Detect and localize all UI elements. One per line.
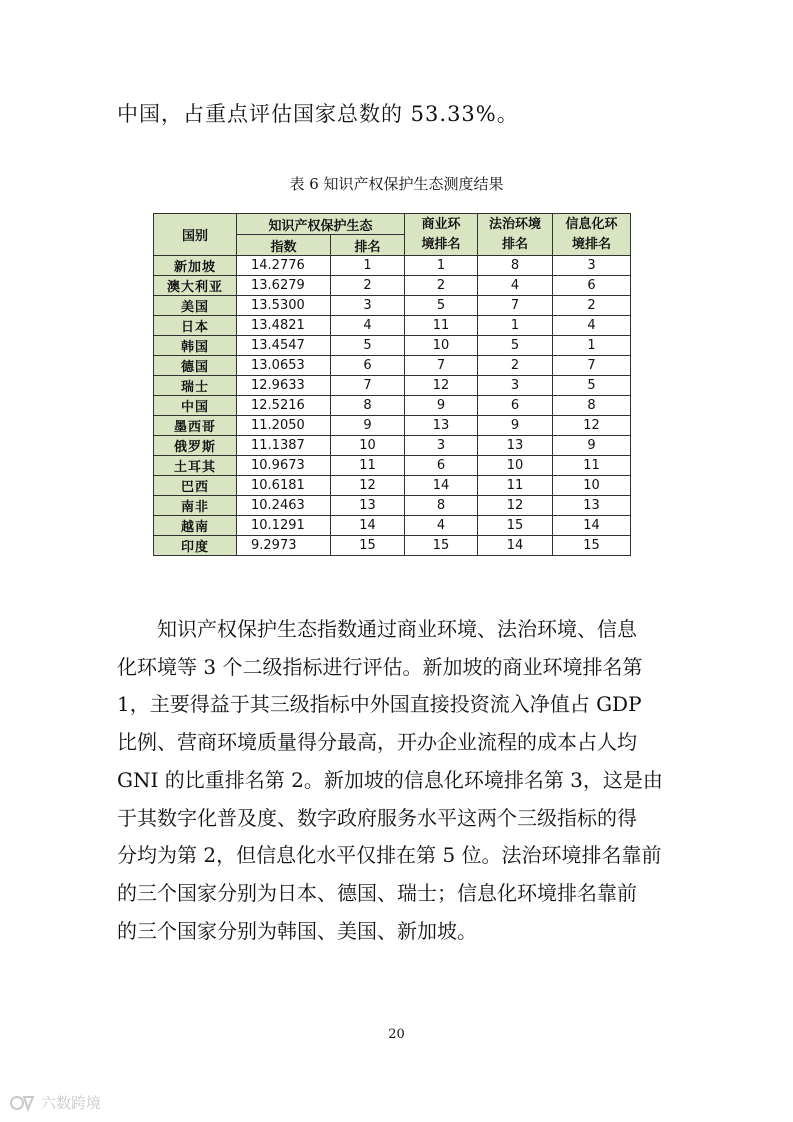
table-caption: 表 6 知识产权保护生态测度结果 <box>289 175 504 193</box>
cell-business-rank: 11 <box>405 316 478 336</box>
cell-info-rank: 8 <box>553 396 631 416</box>
cell-info-rank: 1 <box>553 336 631 356</box>
cell-business-rank: 14 <box>405 476 478 496</box>
cell-info-rank: 4 <box>553 316 631 336</box>
table-row <box>154 276 631 296</box>
cell-info-rank: 2 <box>553 296 631 316</box>
cell-rank: 7 <box>331 376 405 396</box>
cell-legal-rank: 12 <box>478 496 553 516</box>
cell-country: 墨西哥 <box>154 416 237 436</box>
table-row <box>154 436 631 456</box>
cell-info-rank: 13 <box>553 496 631 516</box>
cell-info-rank: 15 <box>553 536 631 556</box>
cell-business-rank: 3 <box>405 436 478 456</box>
cell-index: 12.5216 <box>237 396 331 416</box>
watermark-logo-icon <box>9 1093 37 1113</box>
cell-rank: 4 <box>331 316 405 336</box>
header-ecosystem: 知识产权保护生态 <box>237 214 405 235</box>
cell-business-rank: 15 <box>405 536 478 556</box>
cell-index: 13.4821 <box>237 316 331 336</box>
paragraph-line: 的三个国家分别为韩国、美国、新加坡。 <box>117 918 477 943</box>
cell-rank: 15 <box>331 536 405 556</box>
cell-legal-rank: 4 <box>478 276 553 296</box>
cell-info-rank: 14 <box>553 516 631 536</box>
cell-country: 巴西 <box>154 476 237 496</box>
cell-legal-rank: 9 <box>478 416 553 436</box>
header-index: 指数 <box>237 235 331 256</box>
header-country: 国别 <box>154 214 237 256</box>
cell-legal-rank: 6 <box>478 396 553 416</box>
body-paragraph <box>117 611 679 950</box>
cell-business-rank: 5 <box>405 296 478 316</box>
cell-info-rank: 6 <box>553 276 631 296</box>
cell-index: 9.2973 <box>237 536 331 556</box>
cell-info-rank: 5 <box>553 376 631 396</box>
table-row <box>154 536 631 556</box>
watermark <box>9 1092 101 1113</box>
cell-country: 澳大利亚 <box>154 276 237 296</box>
cell-info-rank: 11 <box>553 456 631 476</box>
cell-index: 13.5300 <box>237 296 331 316</box>
cell-business-rank: 6 <box>405 456 478 476</box>
table-row <box>154 516 631 536</box>
cell-index: 13.0653 <box>237 356 331 376</box>
cell-legal-rank: 7 <box>478 296 553 316</box>
paragraph-line: 知识产权保护生态指数通过商业环境、法治环境、信息 <box>157 617 637 641</box>
cell-country: 德国 <box>154 356 237 376</box>
table-row <box>154 256 631 276</box>
cell-index: 11.2050 <box>237 416 331 436</box>
cell-legal-rank: 11 <box>478 476 553 496</box>
table-row <box>154 356 631 376</box>
cell-info-rank: 9 <box>553 436 631 456</box>
cell-legal-rank: 10 <box>478 456 553 476</box>
cell-legal-rank: 8 <box>478 256 553 276</box>
cell-business-rank: 10 <box>405 336 478 356</box>
table-row <box>154 396 631 416</box>
table-row <box>154 496 631 516</box>
paragraph-line: 分均为第 2，但信息化水平仅排在第 5 位。法治环境排名靠前 <box>117 843 662 868</box>
cell-country: 美国 <box>154 296 237 316</box>
cell-index: 12.9633 <box>237 376 331 396</box>
cell-country: 南非 <box>154 496 237 516</box>
cell-rank: 10 <box>331 436 405 456</box>
cell-info-rank: 3 <box>553 256 631 276</box>
table-row <box>154 376 631 396</box>
cell-business-rank: 13 <box>405 416 478 436</box>
header-rank: 排名 <box>331 235 405 256</box>
cell-rank: 13 <box>331 496 405 516</box>
cell-legal-rank: 5 <box>478 336 553 356</box>
cell-legal-rank: 3 <box>478 376 553 396</box>
cell-country: 新加坡 <box>154 256 237 276</box>
paragraph-line: 的三个国家分别为日本、德国、瑞士；信息化环境排名靠前 <box>117 880 637 905</box>
cell-business-rank: 1 <box>405 256 478 276</box>
cell-rank: 14 <box>331 516 405 536</box>
cell-index: 13.6279 <box>237 276 331 296</box>
cell-index: 10.2463 <box>237 496 331 516</box>
page-number: 20 <box>388 1027 405 1042</box>
cell-legal-rank: 14 <box>478 536 553 556</box>
table-row <box>154 296 631 316</box>
cell-business-rank: 8 <box>405 496 478 516</box>
watermark-text: 六数跨境 <box>41 1094 102 1112</box>
cell-index: 14.2776 <box>237 256 331 276</box>
table-row <box>154 416 631 436</box>
cell-rank: 6 <box>331 356 405 376</box>
table-row <box>154 456 631 476</box>
cell-business-rank: 4 <box>405 516 478 536</box>
cell-rank: 2 <box>331 276 405 296</box>
header-legal: 法治环境排名 <box>478 214 553 256</box>
top-text-line: 中国，占重点评估国家总数的 53.33%。 <box>117 102 519 126</box>
cell-country: 俄罗斯 <box>154 436 237 456</box>
paragraph-line: 于其数字化普及度、数字政府服务水平这两个三级指标的得 <box>117 805 637 830</box>
cell-index: 13.4547 <box>237 336 331 356</box>
cell-country: 越南 <box>154 516 237 536</box>
cell-country: 日本 <box>154 316 237 336</box>
cell-country: 韩国 <box>154 336 237 356</box>
cell-rank: 9 <box>331 416 405 436</box>
cell-legal-rank: 15 <box>478 516 553 536</box>
cell-index: 10.1291 <box>237 516 331 536</box>
ip-ecosystem-table <box>153 213 631 556</box>
paragraph-line: 1，主要得益于其三级指标中外国直接投资流入净值占 GDP <box>117 692 642 717</box>
cell-rank: 5 <box>331 336 405 356</box>
paragraph-line: 比例、营商环境质量得分最高，开办企业流程的成本占人均 <box>117 730 637 755</box>
cell-business-rank: 7 <box>405 356 478 376</box>
cell-info-rank: 10 <box>553 476 631 496</box>
cell-business-rank: 2 <box>405 276 478 296</box>
cell-country: 中国 <box>154 396 237 416</box>
paragraph-line: GNI 的比重排名第 2。新加坡的信息化环境排名第 3，这是由 <box>117 767 663 792</box>
table-row <box>154 476 631 496</box>
cell-rank: 8 <box>331 396 405 416</box>
cell-country: 瑞士 <box>154 376 237 396</box>
cell-index: 11.1387 <box>237 436 331 456</box>
header-info: 信息化环境排名 <box>553 214 631 256</box>
cell-business-rank: 12 <box>405 376 478 396</box>
cell-country: 印度 <box>154 536 237 556</box>
table-row <box>154 336 631 356</box>
cell-rank: 11 <box>331 456 405 476</box>
cell-legal-rank: 2 <box>478 356 553 376</box>
cell-business-rank: 9 <box>405 396 478 416</box>
table-row <box>154 316 631 336</box>
cell-index: 10.9673 <box>237 456 331 476</box>
paragraph-line: 化环境等 3 个二级指标进行评估。新加坡的商业环境排名第 <box>117 654 643 679</box>
cell-rank: 1 <box>331 256 405 276</box>
header-business: 商业环境排名 <box>405 214 478 256</box>
cell-info-rank: 7 <box>553 356 631 376</box>
cell-rank: 12 <box>331 476 405 496</box>
cell-rank: 3 <box>331 296 405 316</box>
cell-legal-rank: 1 <box>478 316 553 336</box>
cell-country: 土耳其 <box>154 456 237 476</box>
cell-index: 10.6181 <box>237 476 331 496</box>
cell-info-rank: 12 <box>553 416 631 436</box>
cell-legal-rank: 13 <box>478 436 553 456</box>
